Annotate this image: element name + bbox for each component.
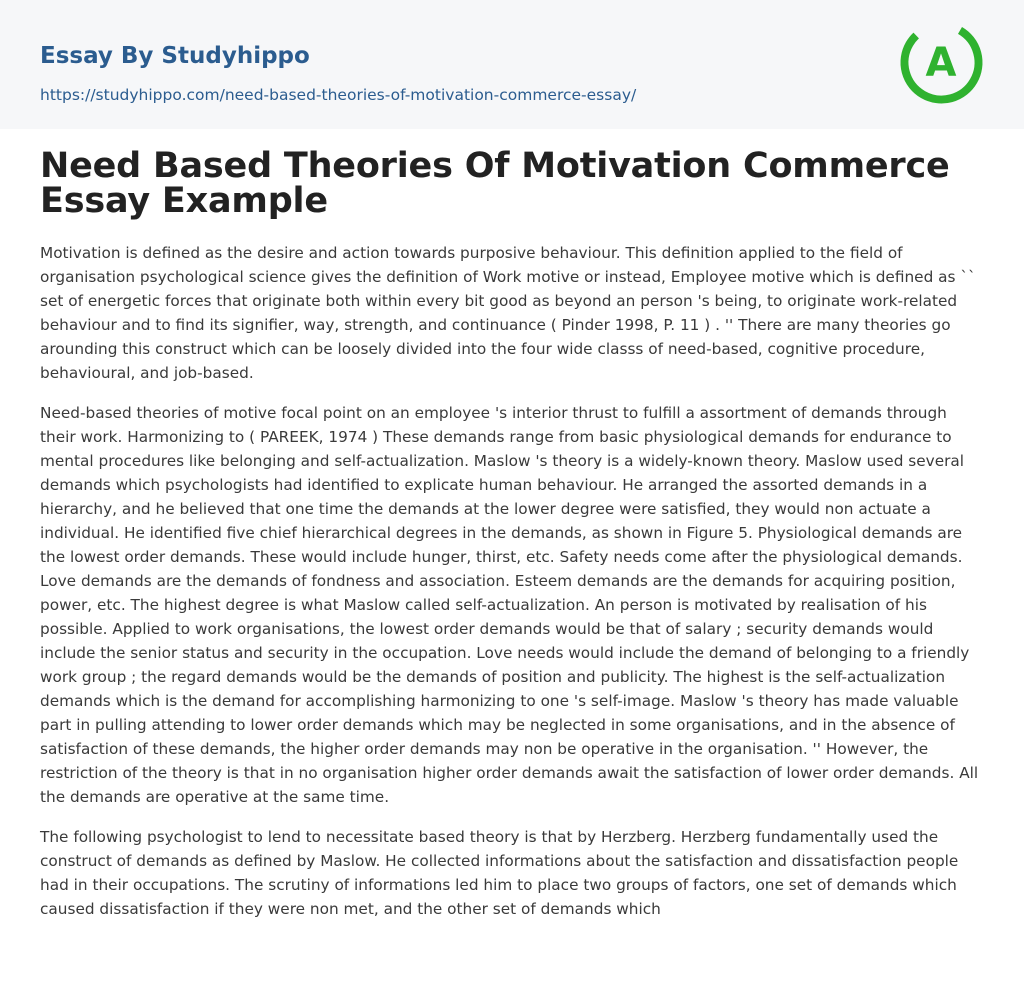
article-paragraph: Motivation is defined as the desire and action towards purposive behaviour. This definition applied to the field of organisation psychological science gives the definition of Work motive or instead, Employee motive which is defined as `` set of energetic forces that originate both within every bit good as beyond an person 's being, to originate work-related behaviour and to find its signifier, way, strength, and continuance ( Pinder 1998, P. 11 ) . '' There are many theories go arounding this construct which can be loosely divided into the four wide classs of need-based, cognitive procedure, behavioural, and job-based.: [40, 244, 976, 382]
site-header: [0, 0, 1024, 129]
article-paragraph: The following psychologist to lend to necessitate based theory is that by Herzberg. Herzberg fundamentally used the construct of demands as defined by Maslow. He collected informations about the satisfaction and dissatisfaction people had in their occupations. The scrutiny of informations led him to place two groups of factors, one set of demands which caused dissatisfaction if they were non met, and the other set of demands which: [40, 828, 959, 918]
article-title: Need Based Theories Of Motivation Commerce Essay Example: [40, 146, 950, 221]
logo-letter: A: [925, 40, 957, 86]
site-brand[interactable]: Essay By Studyhippo: [40, 43, 310, 69]
studyhippo-logo-icon[interactable]: [899, 20, 984, 105]
page-url-link[interactable]: https://studyhippo.com/need-based-theories-of-motivation-commerce-essay/: [40, 86, 637, 104]
article-paragraph: Need-based theories of motive focal point on an employee 's interior thrust to fulfill a assortment of demands through their work. Harmonizing to ( PAREEK, 1974 ) These demands range from basic physiological demands for endurance to mental procedures like belonging and self-actualization. Maslow 's theory is a widely-known theory. Maslow used several demands which psychologists had identified to explicate human behaviour. He arranged the assorted demands in a hierarchy, and he believed that one time the demands at the lower degree were satisfied, they would non actuate a individual. He identified five chief hierarchical degrees in the demands, as shown in Figure 5. Physiological demands are the lowest order demands. These would include hunger, thirst, etc. Safety needs come after the physiological demands. Love demands are the demands of fondness and association. Esteem demands are the demands for acquiring position, power, etc. The highest degree is what Maslow called self-actualization. An person is motivated by realisation of his possible. Applied to work organisations, the lowest order demands would be that of salary ; security demands would include the senior status and security in the occupation. Love needs would include the demand of belonging to a friendly work group ; the regard demands would be the demands of position and publicity. The highest is the self-actualization demands which is the demand for accomplishing harmonizing to one 's self-image. Maslow 's theory has made valuable part in pulling attending to lower order demands which may be neglected in some organisations, and in the absence of satisfaction of these demands, the higher order demands may non be operative in the organisation. '' However, the restriction of the theory is that in no organisation higher order demands await the satisfaction of lower order demands. All the demands are operative at the same time.: [40, 404, 979, 806]
article: [0, 129, 1024, 921]
